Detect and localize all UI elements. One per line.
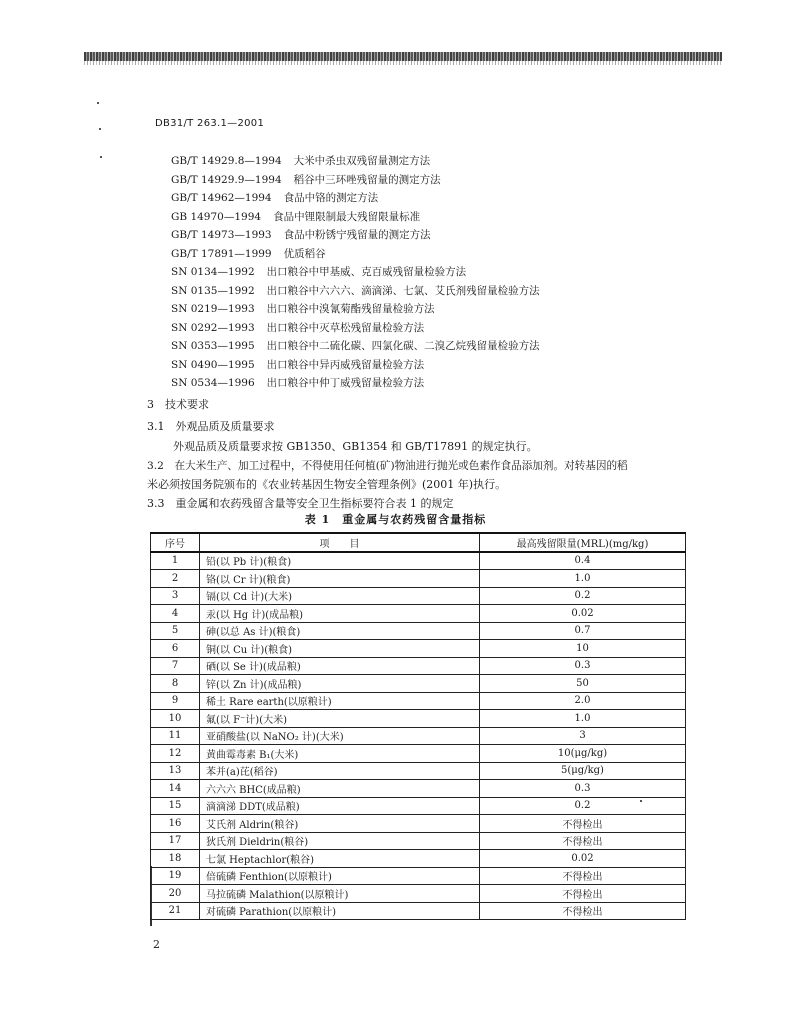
row-limit: 不得检出 <box>480 815 686 833</box>
referenced-standard-item <box>171 263 540 282</box>
standard-title: 出口粮谷中异丙威残留量检验方法 <box>266 358 425 371</box>
table-row <box>151 657 686 675</box>
row-limit: 不得检出 <box>480 867 686 885</box>
row-number: 14 <box>151 780 200 798</box>
table-row <box>151 675 686 693</box>
row-limit: 5(μg/kg) <box>480 762 686 780</box>
standard-code: GB/T 17891—1999 <box>171 247 272 260</box>
table-row <box>151 885 686 903</box>
scan-border-artifact <box>84 52 722 61</box>
referenced-standard-item <box>171 171 540 190</box>
standard-title: 出口粮谷中六六六、滴滴涕、七氯、艾氏剂残留量检验方法 <box>266 284 540 297</box>
standard-code: SN 0134—1992 <box>171 266 255 278</box>
referenced-standard-item <box>171 337 540 356</box>
standard-title: 食品中锂限制最大残留限量标准 <box>273 210 421 223</box>
referenced-standard-item <box>171 319 540 338</box>
standard-code: SN 0219—1993 <box>171 303 255 315</box>
row-item: 艾氏剂 Aldrin(粮谷) <box>200 815 480 833</box>
scan-speckle <box>100 156 102 158</box>
page-number: 2 <box>153 938 160 951</box>
row-limit: 3 <box>480 727 686 745</box>
table-row <box>151 552 686 570</box>
row-item: 镉(以 Cd 计)(大米) <box>200 587 480 605</box>
row-number: 15 <box>151 797 200 815</box>
row-number: 12 <box>151 745 200 763</box>
table-row <box>151 815 686 833</box>
referenced-standard-item <box>171 226 540 245</box>
row-limit: 0.4 <box>480 552 686 570</box>
row-number: 21 <box>151 902 200 920</box>
standard-title: 食品中粉锈宁残留量的测定方法 <box>283 229 431 241</box>
standard-title: 优质稻谷 <box>283 247 326 260</box>
standard-title: 出口粮谷中甲基威、克百威残留量检验方法 <box>266 266 467 278</box>
table-row <box>151 605 686 623</box>
referenced-standard-item <box>171 300 540 319</box>
row-item: 稀土 Rare earth(以原粮计) <box>200 692 480 710</box>
standard-title: 出口粮谷中二硫化碳、四氯化碳、二溴乙烷残留量检验方法 <box>266 340 540 352</box>
table-row <box>151 867 686 885</box>
referenced-standard-item <box>171 282 540 301</box>
referenced-standard-item <box>171 208 540 227</box>
row-number: 16 <box>151 815 200 833</box>
table-row <box>151 692 686 710</box>
table-row <box>151 727 686 745</box>
row-number: 8 <box>151 675 200 693</box>
table-row <box>151 797 686 815</box>
row-item: 狄氏剂 Dieldrin(粮谷) <box>200 832 480 850</box>
row-number: 20 <box>151 885 200 903</box>
row-number: 5 <box>151 622 200 640</box>
standard-code: SN 0534—1996 <box>171 377 255 389</box>
section-3-1-title: 3.1 外观品质及质量要求 <box>147 420 275 433</box>
scan-speckle <box>99 128 101 130</box>
standard-title: 稻谷中三环唑残留量的测定方法 <box>293 173 441 186</box>
row-number: 1 <box>151 552 200 570</box>
section-3-3: 3.3 重金属和农药残留含量等安全卫生指标要符合表 1 的规定 <box>147 497 454 510</box>
header-limit: 最高残留限量(MRL)(mg/kg) <box>480 533 686 552</box>
referenced-standard-item <box>171 245 540 264</box>
table-row <box>151 622 686 640</box>
document-header-id: DB31/T 263.1—2001 <box>155 118 265 129</box>
standard-title: 出口粮谷中溴氰菊酯残留量检验方法 <box>266 303 435 315</box>
table-row <box>151 745 686 763</box>
row-limit: 0.7 <box>480 622 686 640</box>
row-number: 4 <box>151 605 200 623</box>
section-3-1-body: 外观品质及质量要求按 GB1350、GB1354 和 GB/T17891 的规定执行。 <box>173 440 538 453</box>
row-limit: 0.02 <box>480 850 686 868</box>
row-number: 3 <box>151 587 200 605</box>
row-limit: 10 <box>480 640 686 658</box>
table-row <box>151 587 686 605</box>
scan-border-artifact-lower <box>84 61 722 65</box>
standard-code: SN 0353—1995 <box>171 340 255 352</box>
table-row <box>151 570 686 588</box>
row-item: 苯并(a)芘(稻谷) <box>200 762 480 780</box>
table-row <box>151 902 686 920</box>
row-number: 10 <box>151 710 200 728</box>
row-number: 9 <box>151 692 200 710</box>
standard-code: SN 0135—1992 <box>171 284 255 297</box>
standard-code: SN 0490—1995 <box>171 358 255 371</box>
row-number: 6 <box>151 640 200 658</box>
standard-title: 出口粮谷中灭草松残留量检验方法 <box>266 321 425 334</box>
row-limit: 0.3 <box>480 657 686 675</box>
section-3-2-line1: 3.2 在大米生产、加工过程中，不得使用任何植(矿)物油进行抛光或色素作食品添加剂。对转基因的稻 <box>147 460 628 472</box>
referenced-standard-item <box>171 189 540 208</box>
referenced-standard-item <box>171 374 540 393</box>
row-item: 亚硝酸盐(以 NaNO₂ 计)(大米) <box>200 727 480 745</box>
standard-code: GB/T 14973—1993 <box>171 229 272 241</box>
standard-code: SN 0292—1993 <box>171 321 255 334</box>
referenced-standard-item <box>171 356 540 375</box>
table-header-row <box>151 533 686 552</box>
table-row <box>151 640 686 658</box>
row-item: 六六六 BHC(成品粮) <box>200 780 480 798</box>
row-item: 汞(以 Hg 计)(成品粮) <box>200 605 480 623</box>
row-item: 氟(以 F⁻计)(大米) <box>200 710 480 728</box>
mrl-table <box>150 532 686 920</box>
row-item: 马拉硫磷 Malathion(以原粮计) <box>200 885 480 903</box>
referenced-standards-list <box>171 152 540 393</box>
standard-title: 出口粮谷中仲丁威残留量检验方法 <box>266 377 425 389</box>
section-3-title: 3 技术要求 <box>147 398 209 411</box>
row-item: 黄曲霉毒素 B₁(大米) <box>200 745 480 763</box>
row-limit: 不得检出 <box>480 885 686 903</box>
row-item: 铬(以 Cr 计)(粮食) <box>200 570 480 588</box>
row-number: 19 <box>151 867 200 885</box>
table-row <box>151 850 686 868</box>
standard-title: 食品中铬的测定方法 <box>283 192 379 204</box>
table-row <box>151 832 686 850</box>
row-number: 2 <box>151 570 200 588</box>
table-row <box>151 710 686 728</box>
header-no: 序号 <box>151 533 200 552</box>
row-item: 铜(以 Cu 计)(粮食) <box>200 640 480 658</box>
row-number: 11 <box>151 727 200 745</box>
row-item: 硒(以 Se 计)(成品粮) <box>200 657 480 675</box>
row-item: 铅(以 Pb 计)(粮食) <box>200 552 480 570</box>
table-row <box>151 762 686 780</box>
referenced-standard-item <box>171 152 540 171</box>
row-limit: 50 <box>480 675 686 693</box>
row-item: 七氯 Heptachlor(粮谷) <box>200 850 480 868</box>
row-limit: 1.0 <box>480 570 686 588</box>
row-number: 13 <box>151 762 200 780</box>
standard-title: 大米中杀虫双残留量测定方法 <box>293 155 431 167</box>
row-item: 砷(以总 As 计)(粮食) <box>200 622 480 640</box>
row-number: 7 <box>151 657 200 675</box>
section-3-2-line2: 米必须按国务院颁布的《农业转基因生物安全管理条例》(2001 年)执行。 <box>147 478 507 491</box>
row-limit: 不得检出 <box>480 832 686 850</box>
row-item: 滴滴涕 DDT(成品粮) <box>200 797 480 815</box>
row-limit: 0.3 <box>480 780 686 798</box>
row-item: 对硫磷 Parathion(以原粮计) <box>200 902 480 920</box>
row-limit: 不得检出 <box>480 902 686 920</box>
row-limit: 0.02 <box>480 605 686 623</box>
row-limit: 2.0 <box>480 692 686 710</box>
header-item: 项 目 <box>200 533 480 552</box>
row-limit: 0.2 <box>480 797 686 815</box>
table-row <box>151 780 686 798</box>
standard-code: GB/T 14962—1994 <box>171 192 272 204</box>
row-limit: 1.0 <box>480 710 686 728</box>
standard-code: GB 14970—1994 <box>171 210 262 223</box>
standard-code: GB/T 14929.9—1994 <box>171 173 282 186</box>
table-caption: 表 1 重金属与农药残留含量指标 <box>304 513 487 526</box>
row-limit: 10(μg/kg) <box>480 745 686 763</box>
standard-code: GB/T 14929.8—1994 <box>171 155 282 167</box>
row-item: 倍硫磷 Fenthion(以原粮计) <box>200 867 480 885</box>
row-limit: 0.2 <box>480 587 686 605</box>
row-number: 17 <box>151 832 200 850</box>
row-number: 18 <box>151 850 200 868</box>
scan-speckle <box>97 102 99 104</box>
row-item: 锌(以 Zn 计)(成品粮) <box>200 675 480 693</box>
